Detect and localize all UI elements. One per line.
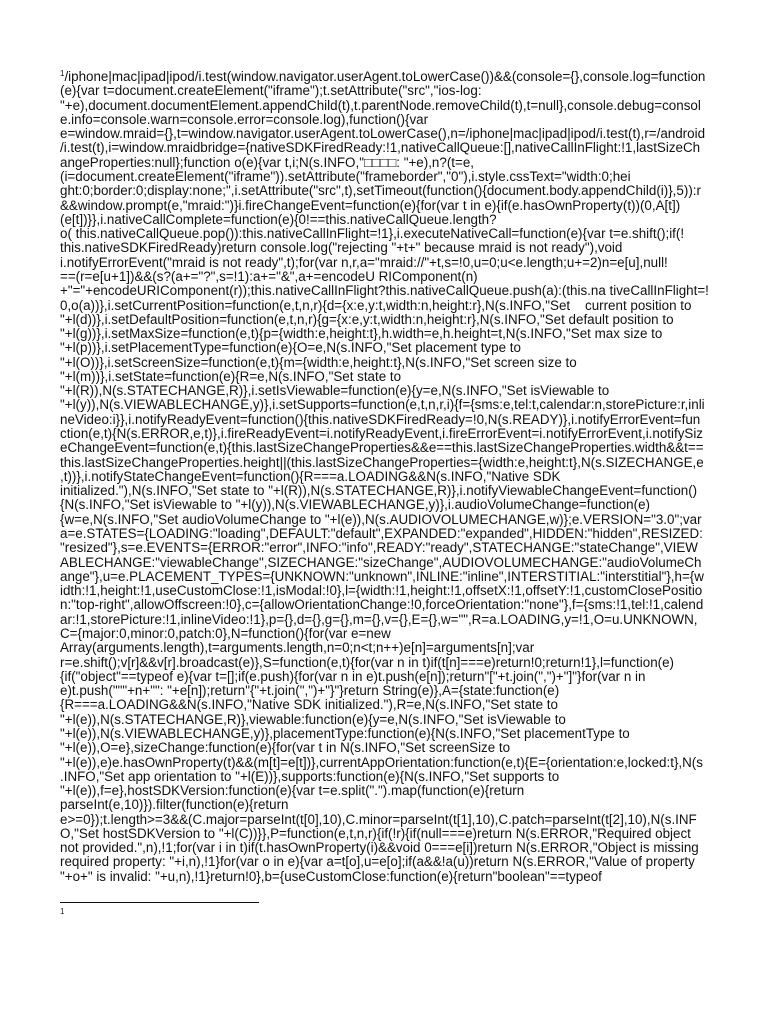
text-line (60, 341, 720, 355)
text-line (60, 241, 720, 255)
text-line-content: o( this.nativeCallQueue.pop()):this.nativeCallInFlight=!1},i.executeNativeCall=function(e){var t=e.shift();if(! (60, 226, 685, 242)
text-line-content: i.notifyErrorEvent("mraid is not ready",t);for(var n,r,a="mraid://"+t,s=!0,u=0;u<e.length;u+=2)n=e[u],null! (60, 254, 668, 270)
text-line-content: &&window.prompt(e,"mraid:")}i.fireChangeEvent=function(e){for(var t in e){if(e.hasOwnProperty(t))(0,A[t]) (60, 197, 681, 213)
text-line (60, 384, 720, 398)
text-line (60, 199, 720, 213)
text-line-content: r=e.shift();v[r]&&v[r].broadcast(e)},S=function(e,t){for(var n in t)if(t[n]===e)return!0;return!1},l=function(e) (60, 654, 675, 670)
text-line-content: ABLECHANGE:"viewableChange",SIZECHANGE:"sizeChange",AUDIOVOLUMECHANGE:"audioVolumeCh (60, 554, 702, 570)
text-line-content: not provided.",n),!1;for(var i in t)if(t.hasOwnProperty(i)&&void 0===e[i])return N(s.ERROR,"Object is missing (60, 840, 699, 856)
text-line-content: "+o+" is invalid: "+u,n),!1}return!0},b={useCustomClose:function(e){return"boolean"==typeof (60, 868, 602, 884)
text-line-content: e.info=console.warn=console.error=console.log),function(){var (60, 111, 429, 127)
text-line (60, 141, 720, 155)
footnote-number: 1 (60, 907, 65, 916)
text-line-content: ange"},u=e.PLACEMENT_TYPES={UNKNOWN:"unknown",INLINE:"inline",INTERSTITIAL:"interstitial"},h={w (60, 568, 704, 584)
text-line (60, 113, 720, 127)
text-line-content: ar:!1,storePicture:!1,inlineVideo:!1},p={},d={},g={},m={},v={},E={},w="",R=a.LOADING,y=!1,O=u.UNKNOWN, (60, 611, 698, 627)
text-line (60, 798, 720, 812)
text-line-content: "+l(R)),N(s.STATECHANGE,R)},i.setIsViewable=function(e){y=e,N(s.INFO,"Set isViewable to (60, 383, 610, 399)
text-line (60, 584, 720, 598)
text-line (60, 427, 720, 441)
text-line (60, 356, 720, 370)
text-line (60, 641, 720, 655)
text-line-content: e>=0});t.length>=3&&(C.major=parseInt(t[0],10),C.minor=parseInt(t[1],10),C.patch=parseInt(t[2],10),N(s.INF (60, 811, 697, 827)
text-line (60, 413, 720, 427)
text-line-content: "+l(e)),N(s.STATECHANGE,R)},viewable:function(e){y=e,N(s.INFO,"Set isViewable to (60, 711, 566, 727)
text-line-content: "+l(e)),O=e},sizeChange:function(e){for(var t in N(s.INFO,"Set screenSize to (60, 740, 511, 756)
text-line (60, 84, 720, 98)
text-line-content: "+l(d))},i.setDefaultPosition=function(e,t,n,r){g={x:e,y:t,width:n,height:r},N(s.INFO,"Set default position to (60, 311, 674, 327)
text-line-content: this.lastSizeChangeProperties.height||(this.lastSizeChangeProperties={width:e,height:t},N(s.SIZECHANGE,e (60, 454, 704, 470)
text-line (60, 727, 720, 741)
text-line (60, 784, 720, 798)
text-line-content: a=e.STATES={LOADING:"loading",DEFAULT:"default",EXPANDED:"expanded",HIDDEN:"hidden",RESIZED: (60, 526, 703, 541)
text-line (60, 270, 720, 284)
footnote-marker: 1 (60, 69, 65, 78)
text-line-content: "+l(m))},i.setState=function(e){R=e,N(s.INFO,"Set state to (60, 368, 402, 384)
text-line-content: "+l(p))},i.setPlacementType=function(e){O=e,N(s.INFO,"Set placement type to (60, 340, 521, 356)
text-line-content: /i.test(t),i=window.mraidbridge={nativeSDKFiredReady:!1,nativeCallQueue:[],nativeCallInFlight:!1,lastSizeCh (60, 140, 701, 156)
text-line-content: idth:!1,height:!1,useCustomClose:!1,isModal:!0},l={width:!1,height:!1,offsetX:!1,offsetY:!1,customClosePositio (60, 583, 703, 599)
text-line-content: angeProperties:null};function o(e){var t,i;N(s.INFO,"□□□□: "+e),n?(t=e, (60, 154, 474, 170)
text-line (60, 627, 720, 641)
text-line (60, 598, 720, 612)
text-line-content: ction(e,t){N(s.ERROR,e,t)},i.fireReadyEvent=i.notifyReadyEvent,i.fireErrorEvent=i.notifyErrorEvent,i.notifySiz (60, 426, 703, 442)
text-line (60, 227, 720, 241)
text-line (60, 870, 720, 884)
text-line-content: e)t.push("""+n+"": "+e[n]);return"{"+t.join(",")+"}"}return String(e)},A={state:function(e) (60, 683, 560, 699)
text-line (60, 698, 720, 712)
code-text-block (60, 70, 720, 884)
text-line (60, 741, 720, 755)
text-line-content: this.nativeSDKFiredReady)return console.log("rejecting "+t+" because mraid is not ready"),void (60, 240, 623, 256)
text-line (60, 484, 720, 498)
text-line-content: O,"Set hostSDKVersion to "+l(C))}},P=function(e,t,n,r){if(!r){if(null===e)return N(s.ERROR,"Required object (60, 825, 691, 841)
text-line (60, 770, 720, 784)
text-line (60, 498, 720, 512)
text-line (60, 299, 720, 313)
text-line-content: required property: "+i,n),!1}for(var o in e){var a=t[o],u=e[o];if(a&&!a(u))return N(s.ERROR,"Value of property (60, 854, 695, 870)
text-line (60, 513, 720, 527)
text-line (60, 441, 720, 455)
text-line (60, 99, 720, 113)
text-line-content: .INFO,"Set app orientation to "+l(E))},supports:function(e){N(s.INFO,"Set supports to (60, 768, 560, 784)
text-line-content: "+l(e)),f=e},hostSDKVersion:function(e){var t=e.split(".").map(function(e){return (60, 783, 525, 799)
text-line (60, 541, 720, 555)
text-line (60, 70, 720, 84)
text-line (60, 841, 720, 855)
text-line (60, 670, 720, 684)
text-line (60, 370, 720, 384)
text-line-content: initialized."),N(s.INFO,"Set state to "+l(R)),N(s.STATECHANGE,R)},i.notifyViewableChangeEvent=function() (60, 483, 698, 499)
text-line-content: Array(arguments.length),t=arguments.length,n=0;n<t;n++)e[n]=arguments[n];var (60, 640, 535, 656)
text-line (60, 756, 720, 770)
text-line (60, 813, 720, 827)
text-line (60, 613, 720, 627)
text-line-content: (i=document.createElement("iframe")).setAttribute("frameborder","0"),i.style.cssText="width:0;hei (60, 168, 631, 184)
text-line-content: "+e),document.documentElement.appendChild(t),t.parentNode.removeChild(t),t=null},console.debug=consol (60, 97, 701, 113)
text-line-content: ,t))},i.notifyStateChangeEvent=function(){R===a.LOADING&&N(s.INFO,"Native SDK (60, 468, 561, 484)
text-line (60, 327, 720, 341)
text-line-content: {w=e,N(s.INFO,"Set audioVolumeChange to "+l(e)),N(s.AUDIOVOLUMECHANGE,w)};e.VERSION="3.0";var (60, 511, 702, 527)
text-line-content: "+l(O))},i.setScreenSize=function(e,t){m={width:e,height:t},N(s.INFO,"Set screen size to (60, 354, 577, 370)
text-line (60, 713, 720, 727)
text-line-content: neVideo:i}},i.notifyReadyEvent=function(){this.nativeSDKFiredReady=!0,N(s.READY)},i.notifyErrorEvent=fun (60, 411, 701, 427)
text-line-content: {N(s.INFO,"Set isViewable to "+l(y)),N(s.VIEWABLECHANGE,y)},i.audioVolumeChange=function(e) (60, 497, 650, 513)
text-line-content: {R===a.LOADING&&N(s.INFO,"Native SDK initialized."),R=e,N(s.INFO,"Set state to (60, 697, 558, 713)
text-line-content: "+l(e)),N(s.VIEWABLECHANGE,y)},placementType:function(e){N(s.INFO,"Set placementType to (60, 725, 630, 741)
footnote-divider (60, 902, 259, 903)
text-line-content: "+l(e)),e)e.hasOwnProperty(t)&&(m[t]=e[t])},currentAppOrientation:function(e,t){E={orientation:e,locked:t},N(s (60, 754, 703, 770)
text-line (60, 398, 720, 412)
text-line (60, 855, 720, 869)
text-line (60, 827, 720, 841)
text-line-content: n:"top-right",allowOffscreen:!0},c={allowOrientationChange:!0,forceOrientation:"none"},f={sms:!1,tel:!1,calend (60, 597, 704, 613)
text-line (60, 184, 720, 198)
text-line-content: (e[t])}},i.nativeCallComplete=function(e){0!==this.nativeCallQueue.length? (60, 211, 497, 227)
text-line-content: ==(r=e[u+1])&&(s?(a+="?",s=!1):a+="&",a+=encodeU RIComponent(n) (60, 268, 478, 284)
text-line-content: e=window.mraid={},t=window.navigator.userAgent.toLowerCase(),n=/iphone|mac|ipad|ipod/i.test(t),r=/android (60, 126, 706, 142)
text-line-content: /iphone|mac|ipad|ipod/i.test(window.navigator.userAgent.toLowerCase())&&(console={},console.log=function (64, 69, 706, 84)
text-line (60, 127, 720, 141)
text-line-content: (e){var t=document.createElement("iframe");t.setAttribute("src","ios-log: (60, 83, 482, 99)
text-line (60, 470, 720, 484)
text-line-content: {if("object"==typeof e){var t=[];if(e.push){for(var n in e)t.push(e[n]);return"["+t.join(",")+"]"}for(var n in (60, 668, 646, 684)
text-line (60, 313, 720, 327)
text-line-content: "+l(y)),N(s.VIEWABLECHANGE,y)},i.setSupports=function(e,t,n,r,i){f={sms:e,tel:t,calendar:n,storePicture:r,inli (60, 397, 705, 413)
text-line (60, 170, 720, 184)
text-line (60, 656, 720, 670)
text-line-content: eChangeEvent=function(e,t){this.lastSizeChangeProperties&&e==this.lastSizeChangeProperties.width&&t== (60, 440, 704, 456)
text-line (60, 284, 720, 298)
text-line (60, 456, 720, 470)
text-line-content: C={major:0,minor:0,patch:0},N=function(){for(var e=new (60, 625, 391, 641)
text-line (60, 684, 720, 698)
text-line-content: 0,o(a))},i.setCurrentPosition=function(e,t,n,r){d={x:e,y:t,width:n,height:r},N(s.INFO,"Set current position to (60, 297, 692, 313)
text-line (60, 256, 720, 270)
text-line-content: parseInt(e,10)}).filter(function(e){return (60, 797, 289, 813)
text-line (60, 556, 720, 570)
text-line-content: ght:0;border:0;display:none;",i.setAttribute("src",t),setTimeout(function(){document.body.appendChild(i)},5)):r (60, 183, 701, 199)
text-line (60, 527, 720, 541)
text-line (60, 570, 720, 584)
text-line (60, 213, 720, 227)
text-line (60, 156, 720, 170)
text-line-content: "resized"},s=e.EVENTS={ERROR:"error",INFO:"info",READY:"ready",STATECHANGE:"stateChange",VIEW (60, 540, 698, 556)
text-line-content: "+l(g))},i.setMaxSize=function(e,t){p={width:e,height:t},h.width=e,h.height=t,N(s.INFO,"Set max size to (60, 326, 663, 342)
text-line-content: +"="+encodeURIComponent(r));this.nativeCallInFlight?this.nativeCallQueue.push(a):(this.na tiveCallInFlight=! (60, 283, 709, 299)
